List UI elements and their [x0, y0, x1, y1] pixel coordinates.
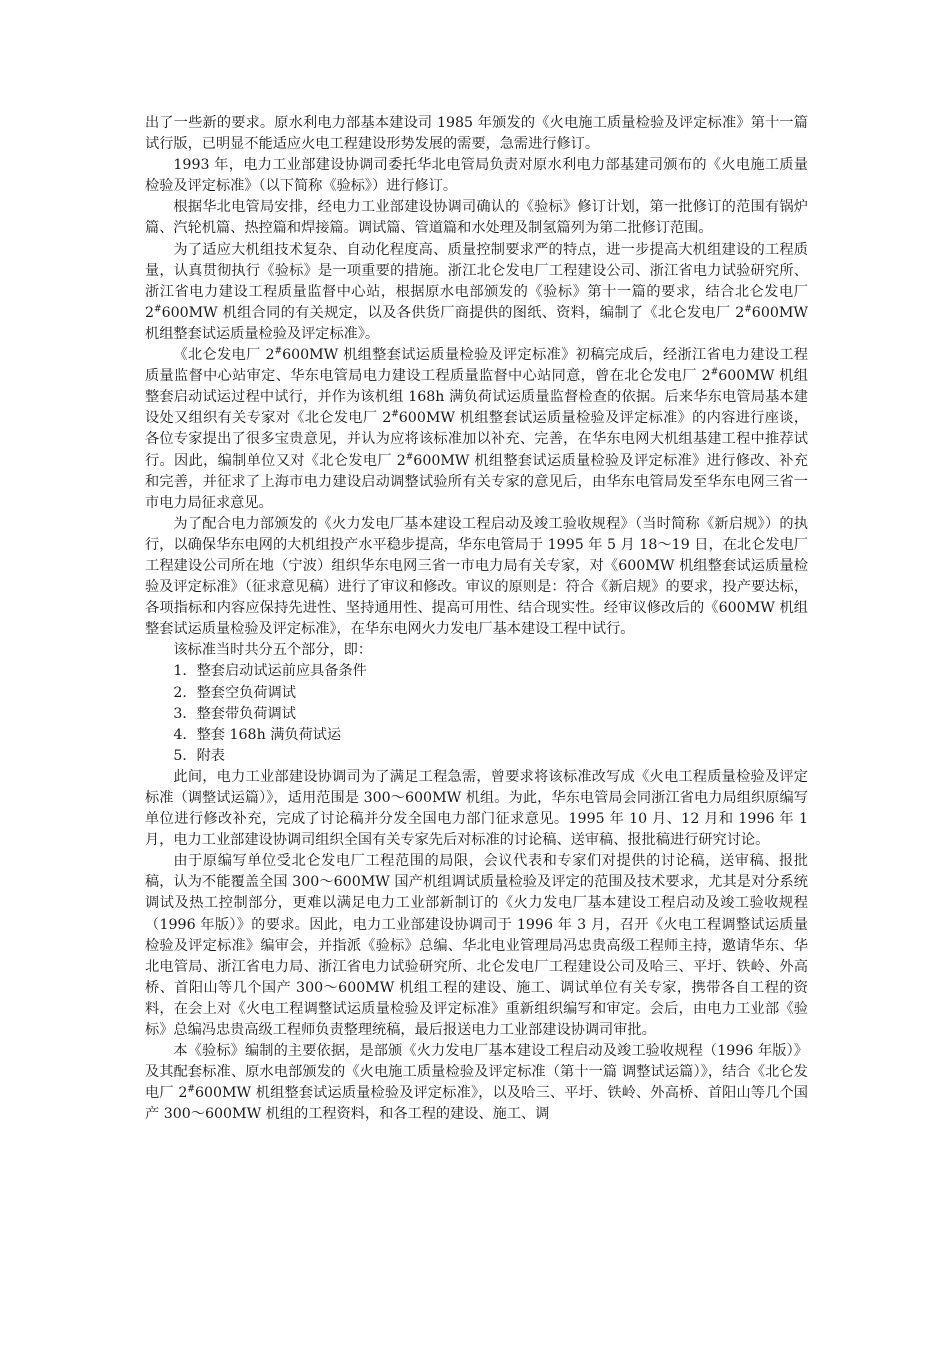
paragraph-1	[145, 113, 808, 155]
paragraph-4-text-a: 为了适应大机组技术复杂、自动化程度高、质量控制要求严的特点，进一步提高大机组建设的工程质量，认真贯彻执行《验标》是一项重要的措施。浙江北仑发电厂工程建设公司、浙江省电力试验研究所、浙江省电力建设工程质量监督中心站，根据原水电部颁发的《验标》第十一篇的要求，结合北仑发电厂 2	[145, 241, 808, 321]
paragraph-7	[145, 640, 808, 661]
paragraph-9	[145, 851, 808, 1041]
paragraph-2	[145, 155, 808, 197]
paragraph-10-text-a: 本《验标》编制的主要依据，是部颁《火力发电厂基本建设工程启动及竣工验收规程（1996 年版）》及其配套标准、原水电部颁发的《火电施工质量检验及评定标准（第十一篇 调整试运篇）》，结合《北仑发电厂 2	[145, 1043, 808, 1102]
list-item: 1．整套启动试运前应具备条件	[173, 663, 367, 680]
paragraph-9-text: 由于原编写单位受北仑发电厂工程范围的局限，会议代表和专家们对提供的讨论稿，送审稿、报批稿，认为不能覆盖全国 300～600MW 国产机组调试质量检验及评定的范围及技术要求，尤其是对分系统调试及热工控制部分，更难以满足电力工业部新制订的《火力发电厂基本建设工程启动及竣工验收规程（1996 年版）》的要求。因此，电力工业部建设协调司于 1996 年 3 月，召开《火电工程调整试运质量检验及评定标准》编审会，并指派《验标》总编、华北电业管理局冯忠贵高级工程师主持，邀请华东、华北电管局、浙江省电力局、浙江省电力试验研究所、北仑发电厂工程建设公司及哈三、平圩、铁岭、外高桥、首阳山等几个国产 300～600MW 机组工程的建设、施工、调试单位有关专家，携带各自工程的资料，在会上对《火电工程调整试运质量检验及评定标准》重新组织编写和审定。会后，由电力工业部《验标》总编冯忠贵高级工程师负责整理统稿，最后报送电力工业部建设协调司审批。	[145, 853, 808, 1039]
unit-number-superscript: #	[744, 304, 752, 315]
paragraph-5-text-a: 《北仑发电厂 2	[173, 347, 275, 364]
unit-number-superscript: #	[154, 304, 162, 315]
paragraph-5-text-e: 600MW 机组整套试运质量检验及评定标准》进行修改、补充和完善，并征求了上海市电力建设启动调整试验所有关专家的意见后，由华东电管局发至华东电网三省一市电力局征求意见。	[145, 452, 808, 511]
paragraph-8-text: 此间，电力工业部建设协调司为了满足工程急需，曾要求将该标准改写成《火电工程质量检验及评定标准（调整试运篇）》，适用范围是 300～600MW 机组。为此，华东电管局会同浙江省电力局组织原编写单位进行修改补充，完成了讨论稿并分发全国电力部门征求意见。1995 年 10 月、12 月和 1996 年 1 月，电力工业部建设协调司组织全国有关专家先后对标准的讨论稿、送审稿、报批稿进行研究讨论。	[145, 768, 808, 849]
list-item: 5．附表	[173, 747, 225, 764]
paragraph-7-text: 该标准当时共分五个部分，即：	[173, 642, 373, 659]
paragraph-5	[145, 345, 808, 514]
list-item: 2．整套空负荷调试	[173, 684, 296, 701]
paragraph-4-text-b: 600MW 机组合同的有关规定，以及各供货厂商提供的图纸、资料，编制了《北仑发电厂 2	[161, 304, 745, 321]
paragraph-4	[145, 240, 808, 345]
paragraph-6-text: 为了配合电力部颁发的《火力发电厂基本建设工程启动及竣工验收规程》（当时简称《新启规》）的执行，以确保华东电网的大机组投产水平稳步提高，华东电管局于 1995 年 5 月 18～19 日，在北仑发电厂工程建设公司所在地（宁波）组织华东电网三省一市电力局有关专家，对《600MW 机组整套试运质量检验及评定标准》（征求意见稿）进行了审议和修改。审议的原则是：符合《新启规》的要求，投产要达标，各项指标和内容应保持先进性、坚持通用性、提高可用性、结合现实性。经审议修改后的《600MW 机组整套试运质量检验及评定标准》，在华东电网火力发电厂基本建设工程中试行。	[145, 515, 808, 638]
paragraph-5-text-d: 600MW 机组整套试运质量检验及评定标准》的内容进行座谈，各位专家提出了很多宝贵意见，并认为应将该标准加以补充、完善，在华东电网大机组基建工程中推荐试行。因此，编制单位又对《北仑发电厂 2	[145, 410, 809, 469]
paragraph-3	[145, 197, 808, 239]
unit-number-superscript: #	[710, 367, 719, 378]
document-page	[145, 113, 808, 1126]
list-item: 4．整套 168h 满负荷试运	[173, 726, 342, 743]
unit-number-superscript: #	[405, 451, 414, 462]
unit-number-superscript: #	[187, 1084, 195, 1095]
paragraph-6	[145, 514, 808, 641]
paragraph-5-text-c: 600MW 机组整套启动试运过程中试行，并作为该机组 168h 满负荷试运质量监督检查的依据。后来华东电管局基本建设处又组织有关专家对《北仑发电厂 2	[145, 368, 808, 427]
paragraph-10	[145, 1041, 808, 1125]
paragraph-10-text-b: 600MW 机组整套试运质量检验及评定标准》，以及哈三、平圩、铁岭、外高桥、首阳山等几个国产 300～600MW 机组的工程资料，和各工程的建设、施工、调	[145, 1085, 808, 1123]
unit-number-superscript: #	[274, 346, 283, 357]
paragraph-2-text: 1993 年，电力工业部建设协调司委托华北电管局负责对原水利电力部基建司颁布的《火电施工质量检验及评定标准》（以下简称《验标》）进行修订。	[145, 157, 808, 195]
paragraph-8	[145, 767, 808, 851]
paragraph-3-text: 根据华北电管局安排，经电力工业部建设协调司确认的《验标》修订计划，第一批修订的范围有锅炉篇、汽轮机篇、热控篇和焊接篇。调试篇、管道篇和水处理及制氢篇列为第二批修订范围。	[145, 199, 808, 237]
paragraph-4-text-c: 600MW 机组整套试运质量检验及评定标准》。	[145, 304, 808, 342]
paragraph-1-text: 出了一些新的要求。原水利电力部基本建设司 1985 年颁发的《火电施工质量检验及评定标准》第十一篇试行版，已明显不能适应火电工程建设形势发展的需要，急需进行修订。	[145, 115, 808, 153]
unit-number-superscript: #	[391, 409, 399, 420]
paragraph-5-text-b: 600MW 机组整套试运质量检验及评定标准》初稿完成后，经浙江省电力建设工程质量监督中心站审定、华东电管局电力建设工程质量监督中心站同意，曾在北仑发电厂 2	[145, 347, 808, 385]
list-item: 3．整套带负荷调试	[173, 705, 296, 722]
